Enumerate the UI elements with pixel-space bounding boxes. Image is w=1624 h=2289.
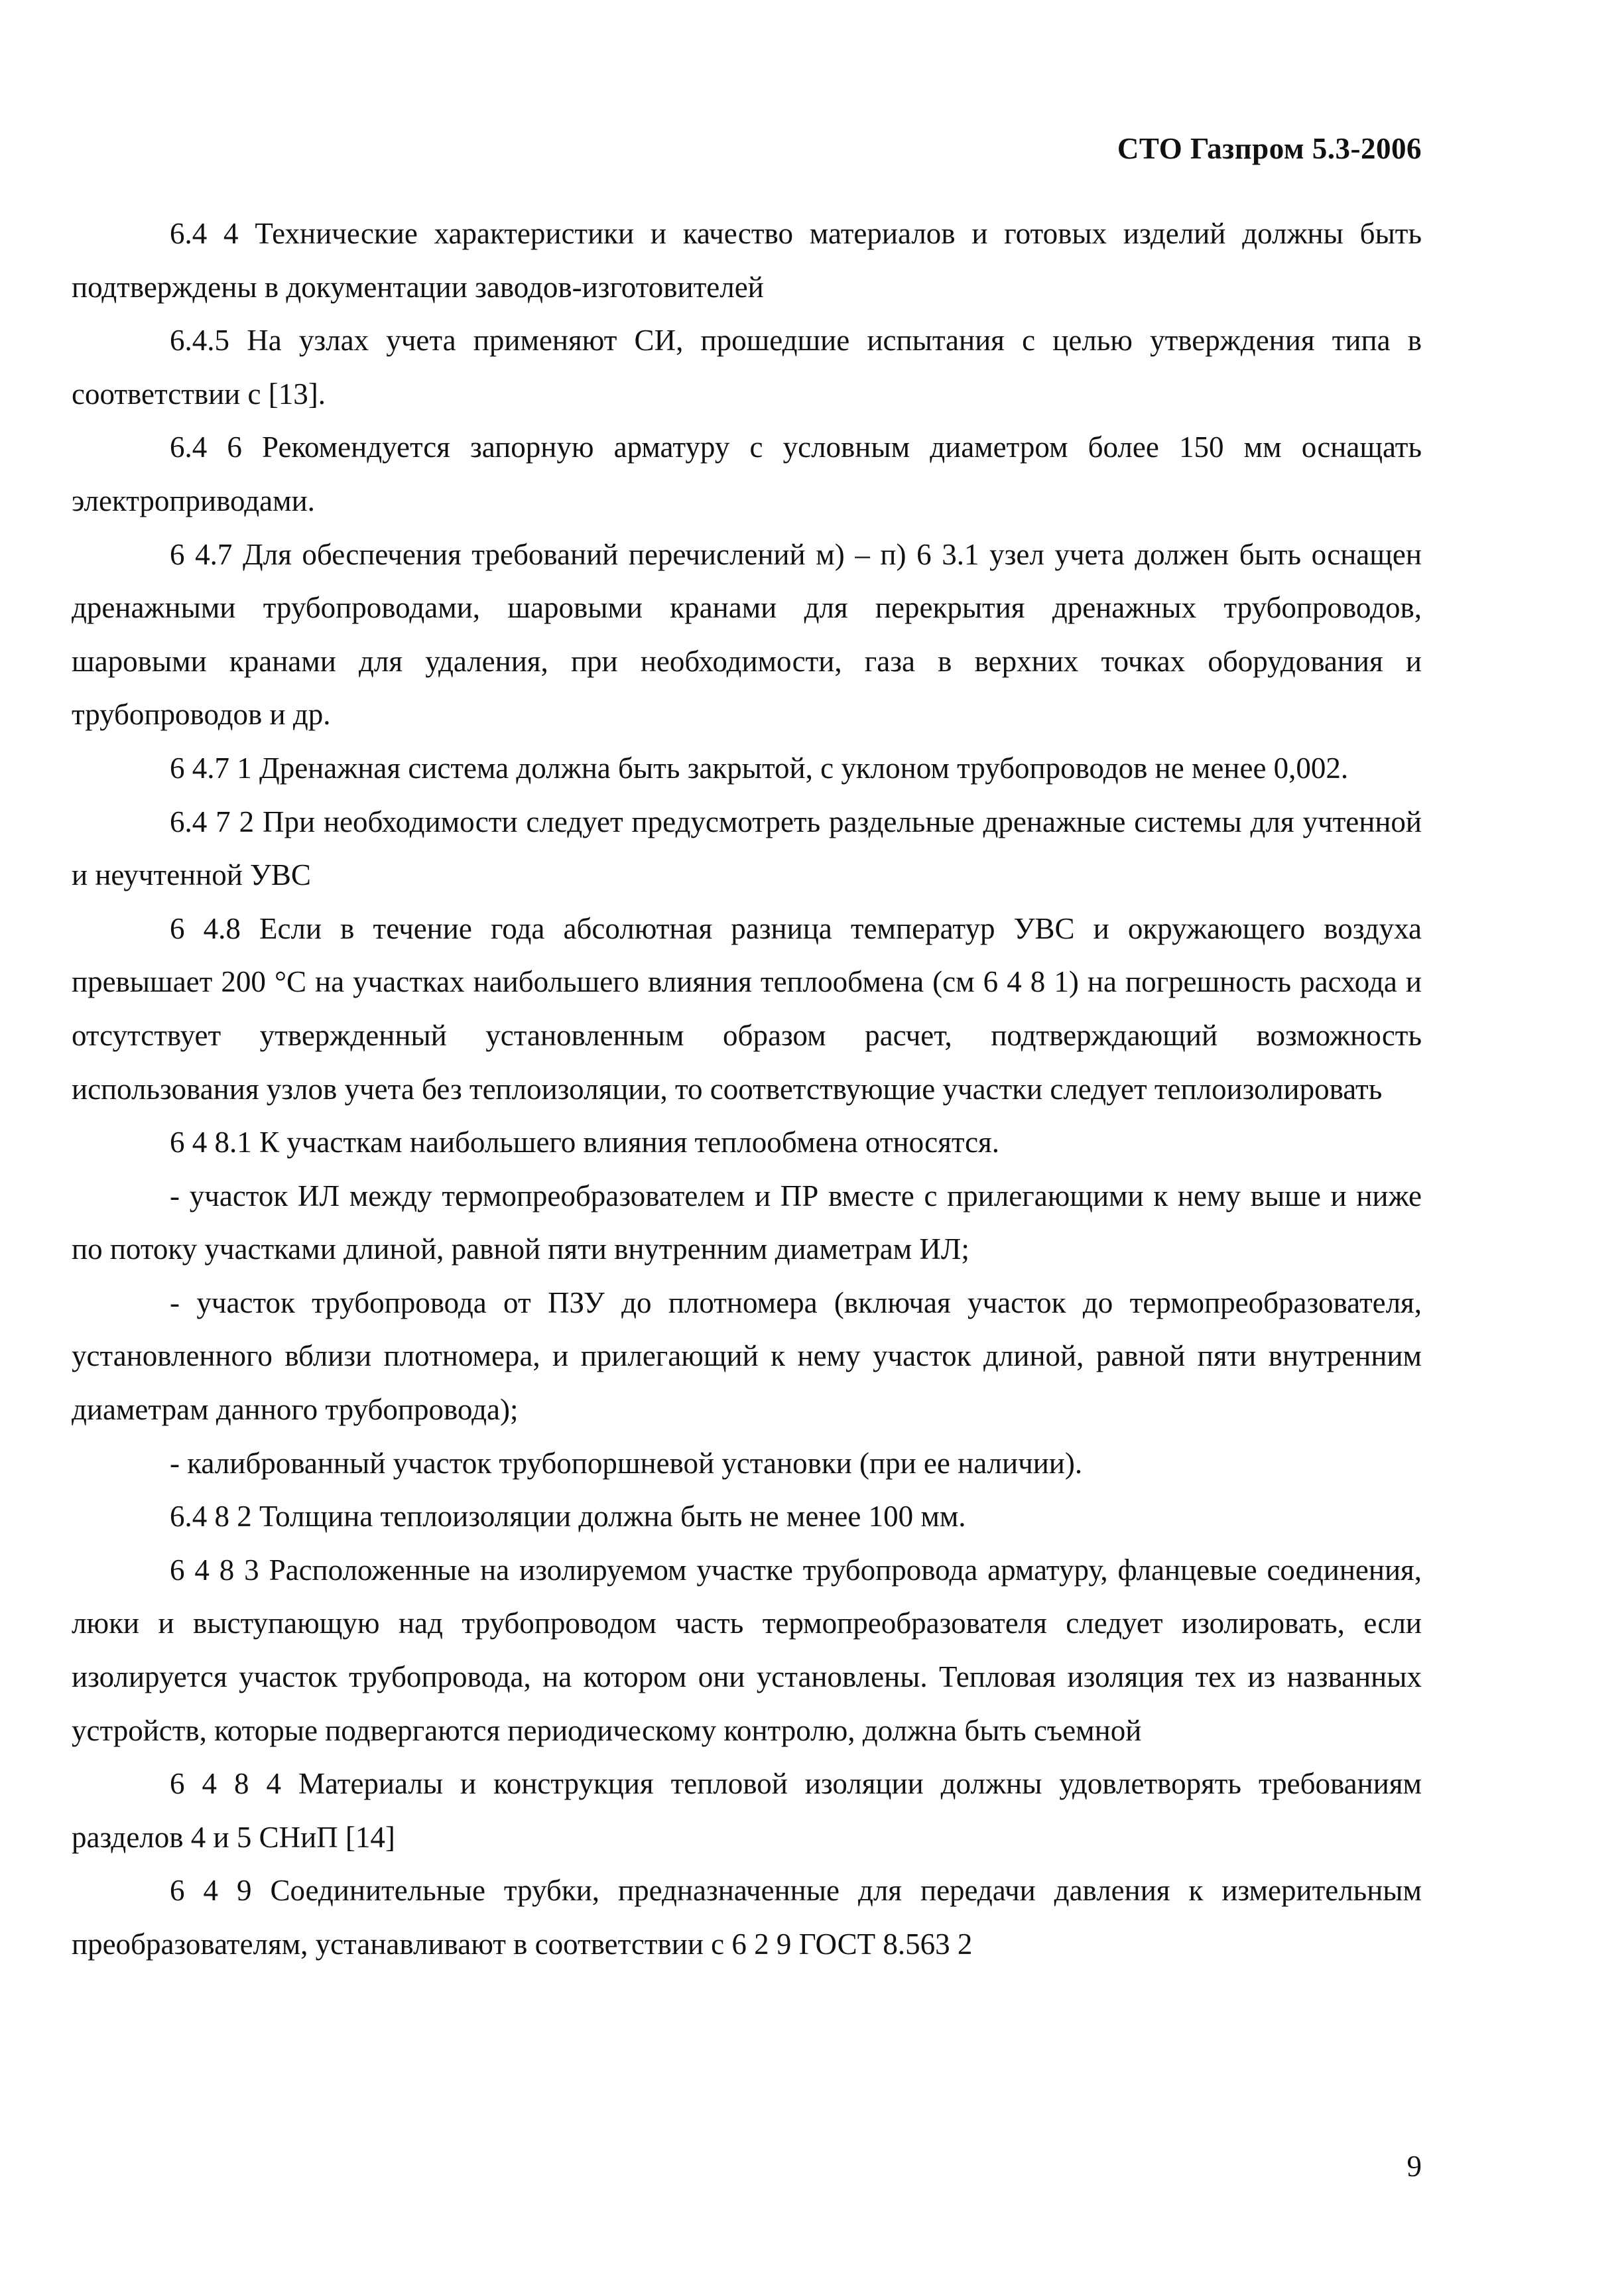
paragraph-6-4-5: 6.4.5 На узлах учета применяют СИ, прошедшие испытания с целью утверждения типа в соответствии с [13]. <box>72 324 1422 411</box>
document-page <box>72 0 1422 2289</box>
paragraph-6-4-8-3: 6 4 8 3 Расположенные на изолируемом участке трубопровода арматуру, фланцевые соединения, люки и выступающую над трубопроводом часть термопреобразователя следует изолировать, если изолируется участок трубопровода, на котором они установлены. Тепловая изоляция тех из названных устройств, которые подвергаются периодическому контролю, должна быть съемной <box>72 1553 1422 1747</box>
paragraph-6-4-8: 6 4.8 Если в течение года абсолютная разница температур УВС и окружающего воздуха превышает 200 °С на участках наибольшего влияния теплообмена (см 6 4 8 1) на погрешность расхода и отсутствует утвержденный установленным образом расчет, подтверждающий возможность использования узлов учета без теплоизоляции, то соответствующие участки следует теплоизолировать <box>72 911 1422 1106</box>
paragraph-6-4-9: 6 4 9 Соединительные трубки, предназначенные для передачи давления к измерительным преобразователям, устанавливают в соответствии с 6 2 9 ГОСТ 8.563 2 <box>72 1874 1422 1961</box>
paragraph-6-4-8-4: 6 4 8 4 Материалы и конструкция тепловой изоляции должны удовлетворять требованиям разделов 4 и 5 СНиП [14] <box>72 1767 1422 1854</box>
page-number: 9 <box>1406 2150 1422 2183</box>
paragraph-6-4-6: 6.4 6 Рекомендуется запорную арматуру с условным диаметром более 150 мм оснащать электроприводами. <box>72 430 1422 517</box>
paragraph-6-4-7-2: 6.4 7 2 При необходимости следует предусмотреть раздельные дренажные системы для учтенной и неучтенной УВС <box>72 805 1422 892</box>
document-header: СТО Газпром 5.3-2006 <box>1117 132 1422 165</box>
list-item: - участок ИЛ между термопреобразователем и ПР вместе с прилегающими к нему выше и ниже по потоку участками длиной, равной пяти внутренним диаметрам ИЛ; <box>72 1179 1422 1266</box>
paragraph-6-4-8-2: 6.4 8 2 Толщина теплоизоляции должна быть не менее 100 мм. <box>170 1500 966 1534</box>
paragraph-6-4-7-1: 6 4.7 1 Дренажная система должна быть закрытой, с уклоном трубопроводов не менее 0,002. <box>170 751 1349 785</box>
paragraph-6-4-7: 6 4.7 Для обеспечения требований перечислений м) – п) 6 3.1 узел учета должен быть оснащен дренажными трубопроводами, шаровыми кранами для перекрытия дренажных трубопроводов, шаровыми кранами для удаления, при необходимости, газа в верхних точках оборудования и трубопроводов и др. <box>72 537 1422 732</box>
paragraph-6-4-4: 6.4 4 Технические характеристики и качество материалов и готовых изделий должны быть подтверждены в документации заводов-изготовителей <box>72 217 1422 304</box>
list-item: - участок трубопровода от ПЗУ до плотномера (включая участок до термопреобразователя, установленного вблизи плотномера, и прилегающий к нему участок длиной, равной пяти внутренним диаметрам данного трубопровода); <box>72 1285 1422 1427</box>
document-body <box>72 207 1422 1971</box>
paragraph-6-4-8-1: 6 4 8.1 К участкам наибольшего влияния теплообмена относятся. <box>170 1126 999 1159</box>
list-item: - калиброванный участок трубопоршневой установки (при ее наличии). <box>170 1446 1083 1480</box>
